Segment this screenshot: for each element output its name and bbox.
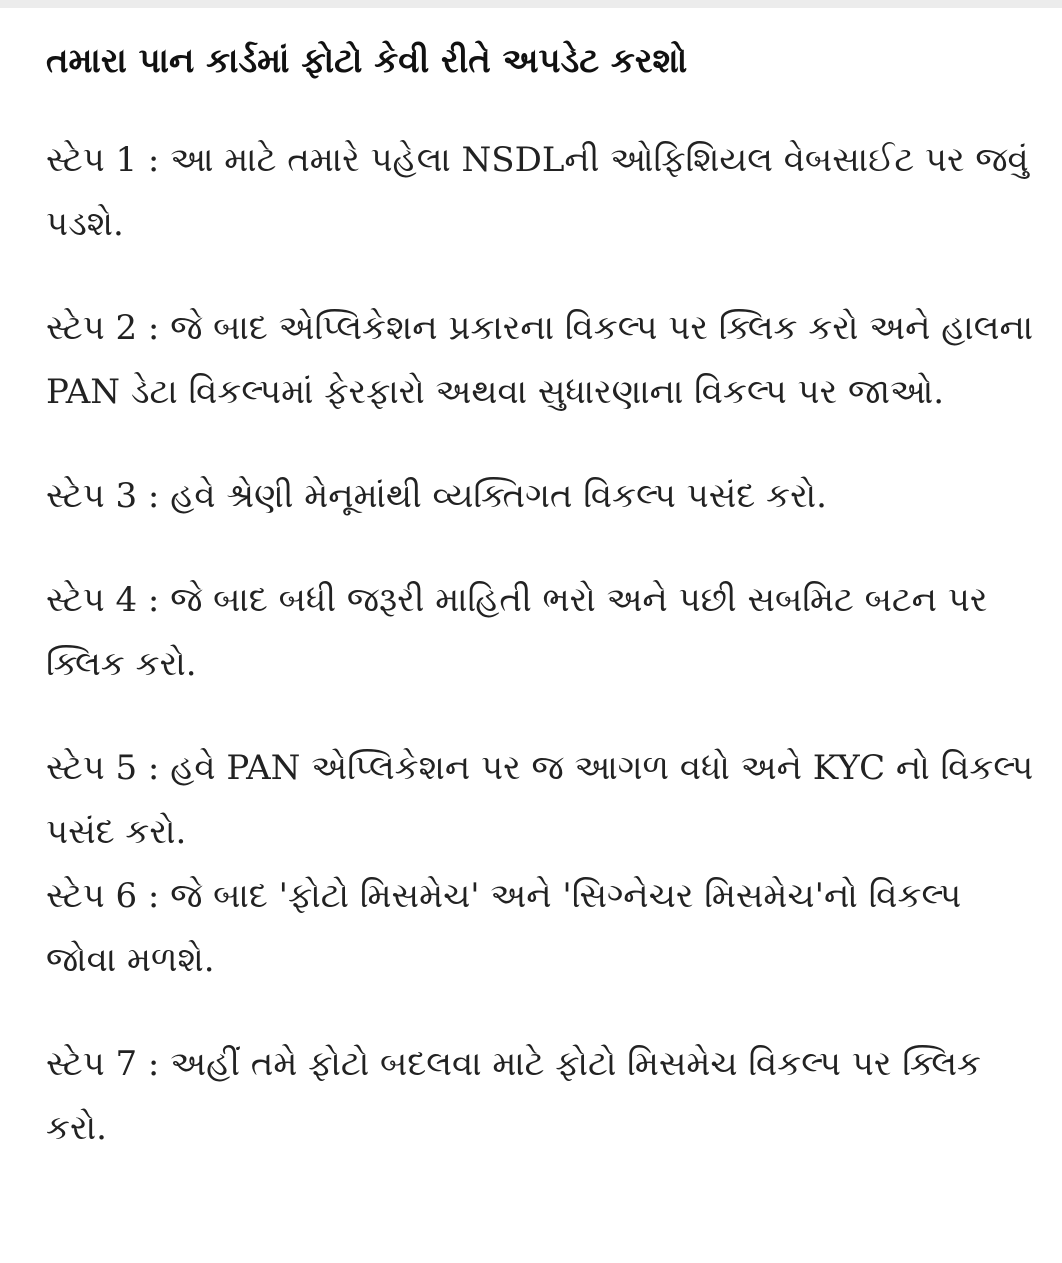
step-5-label: સ્ટેપ 5 : xyxy=(46,748,160,788)
step-6 xyxy=(46,864,1036,992)
step-2 xyxy=(46,296,1036,424)
step-2-text: જે બાદ એપ્લિકેશન પ્રકારના વિકલ્પ પર ક્લિક કરો અને હાલના PAN ડેટા વિકલ્પમાં ફેરફારો અથવા સુધારણાના વિકલ્પ પર જાઓ. xyxy=(46,308,1034,412)
step-1-label: સ્ટેપ 1 : xyxy=(46,140,160,180)
step-6-text: જે બાદ 'ફોટો મિસમેચ' અને 'સિગ્નેચર મિસમેચ'નો વિકલ્પ જોવા મળશે. xyxy=(46,876,962,980)
step-4-text: જે બાદ બધી જરૂરી માહિતી ભરો અને પછી સબમિટ બટન પર ક્લિક કરો. xyxy=(46,580,988,684)
step-1 xyxy=(46,128,1036,256)
step-3-label: સ્ટેપ 3 : xyxy=(46,476,160,516)
step-1-text: આ માટે તમારે પહેલા NSDLની ઓફિશિયલ વેબસાઈટ પર જવું પડશે. xyxy=(46,140,1029,244)
step-3-text: હવે શ્રેણી મેનૂમાંથી વ્યક્તિગત વિકલ્પ પસંદ કરો. xyxy=(170,476,827,516)
step-2-label: સ્ટેપ 2 : xyxy=(46,308,160,348)
step-7 xyxy=(46,1032,1036,1160)
top-strip xyxy=(0,0,1062,8)
step-6-label: સ્ટેપ 6 : xyxy=(46,876,160,916)
article xyxy=(46,34,1036,1160)
step-3 xyxy=(46,464,1036,528)
step-7-text: અહીં તમે ફોટો બદલવા માટે ફોટો મિસમેચ વિકલ્પ પર ક્લિક કરો. xyxy=(46,1044,982,1148)
step-4-label: સ્ટેપ 4 : xyxy=(46,580,160,620)
step-4 xyxy=(46,568,1036,696)
article-title: તમારા પાન કાર્ડમાં ફોટો કેવી રીતે અપડેટ કરશો xyxy=(46,41,688,81)
step-5-text: હવે PAN એપ્લિકેશન પર જ આગળ વધો અને KYC નો વિકલ્પ પસંદ કરો. xyxy=(46,748,1034,852)
step-5 xyxy=(46,736,1036,864)
step-7-label: સ્ટેપ 7 : xyxy=(46,1044,160,1084)
